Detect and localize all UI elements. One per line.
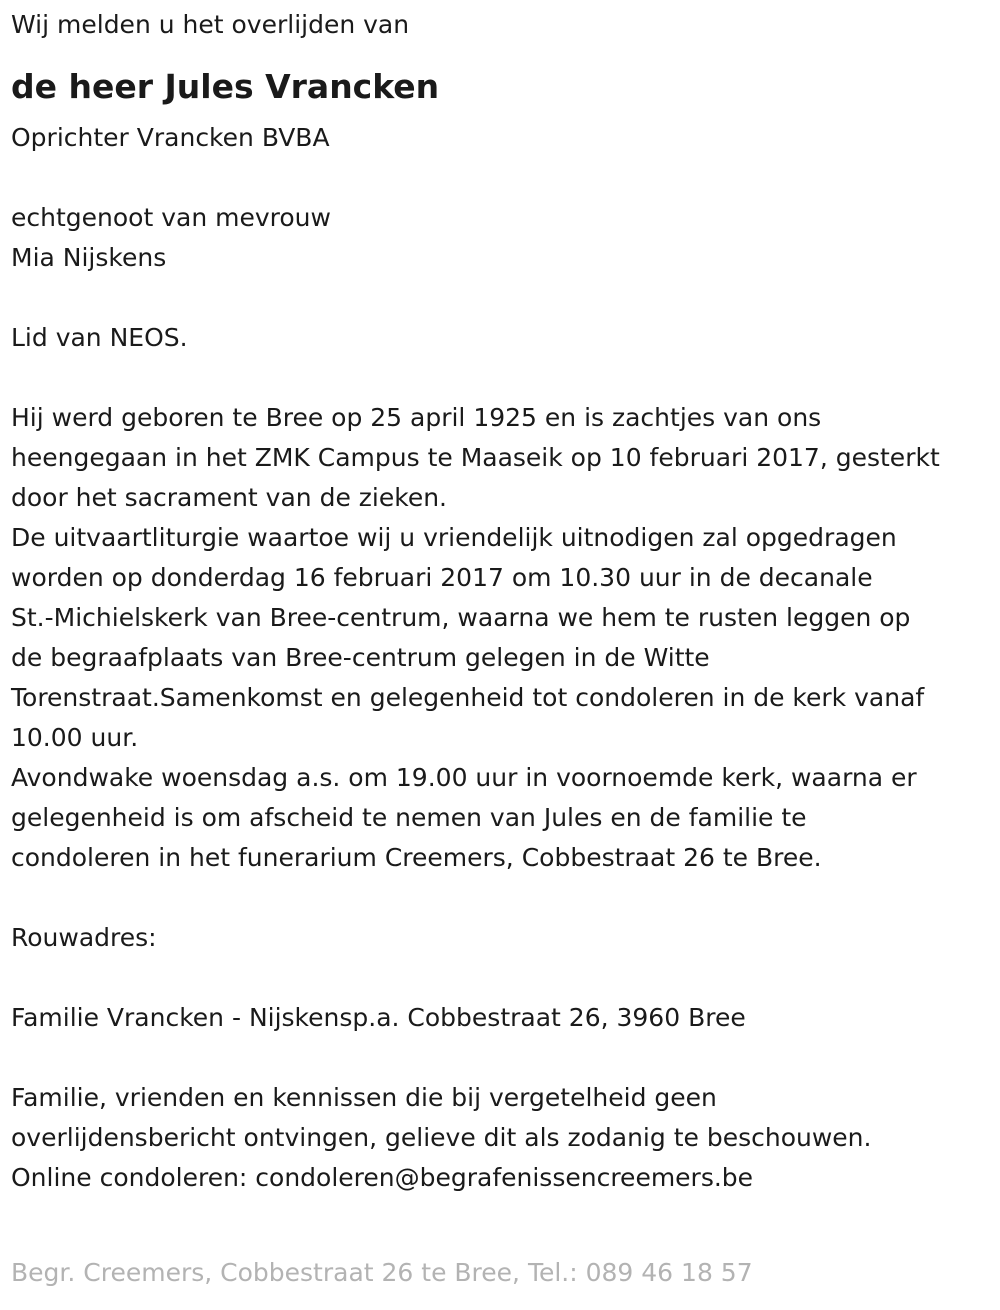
body-line: Hij werd geboren te Bree op 25 april 1925 en is zachtjes van ons <box>11 403 822 432</box>
closing-paragraph <box>11 1078 991 1198</box>
body-line: heengegaan in het ZMK Campus te Maaseik op 10 februari 2017, gesterkt <box>11 443 940 472</box>
body-line: 10.00 uur. <box>11 723 139 752</box>
body-line: de begraafplaats van Bree-centrum gelegen in de Witte <box>11 643 710 672</box>
body-line: De uitvaartliturgie waartoe wij u vriendelijk uitnodigen zal opgedragen <box>11 523 897 552</box>
spouse-line-2: Mia Nijskens <box>11 243 167 272</box>
spouse-line-1: echtgenoot van mevrouw <box>11 203 331 232</box>
spacer <box>11 1038 991 1078</box>
spacer <box>11 358 991 398</box>
deceased-name: de heer Jules Vrancken <box>11 67 440 106</box>
body-line: door het sacrament van de zieken. <box>11 483 447 512</box>
intro-text: Wij melden u het overlijden van <box>11 10 410 39</box>
spacer <box>11 278 991 318</box>
funeral-home-footer: Begr. Creemers, Cobbestraat 26 te Bree, Tel.: 089 46 18 57 <box>11 1258 753 1287</box>
spacer <box>11 958 991 998</box>
body-line: Avondwake woensdag a.s. om 19.00 uur in voornoemde kerk, waarna er <box>11 763 917 792</box>
obituary-notice <box>11 0 991 1198</box>
closing-line: Familie, vrienden en kennissen die bij vergetelheid geen <box>11 1083 717 1112</box>
closing-line: overlijdensbericht ontvingen, gelieve dit als zodanig te beschouwen. <box>11 1123 872 1152</box>
body-paragraph <box>11 398 991 878</box>
body-line: St.-Michielskerk van Bree-centrum, waarna we hem te rusten leggen op <box>11 603 911 632</box>
body-line: condoleren in het funerarium Creemers, Cobbestraat 26 te Bree. <box>11 843 822 872</box>
deceased-title: Oprichter Vrancken BVBA <box>11 123 330 152</box>
body-line: Torenstraat.Samenkomst en gelegenheid tot condoleren in de kerk vanaf <box>11 683 925 712</box>
mourning-address: Familie Vrancken - Nijskensp.a. Cobbestraat 26, 3960 Bree <box>11 1003 746 1032</box>
body-line: gelegenheid is om afscheid te nemen van Jules en de familie te <box>11 803 807 832</box>
body-line: worden op donderdag 16 februari 2017 om 10.30 uur in de decanale <box>11 563 873 592</box>
spacer <box>11 158 991 198</box>
spacer <box>11 878 991 918</box>
address-label: Rouwadres: <box>11 923 157 952</box>
online-condolence-line: Online condoleren: condoleren@begrafenissencreemers.be <box>11 1163 754 1192</box>
membership-text: Lid van NEOS. <box>11 323 188 352</box>
